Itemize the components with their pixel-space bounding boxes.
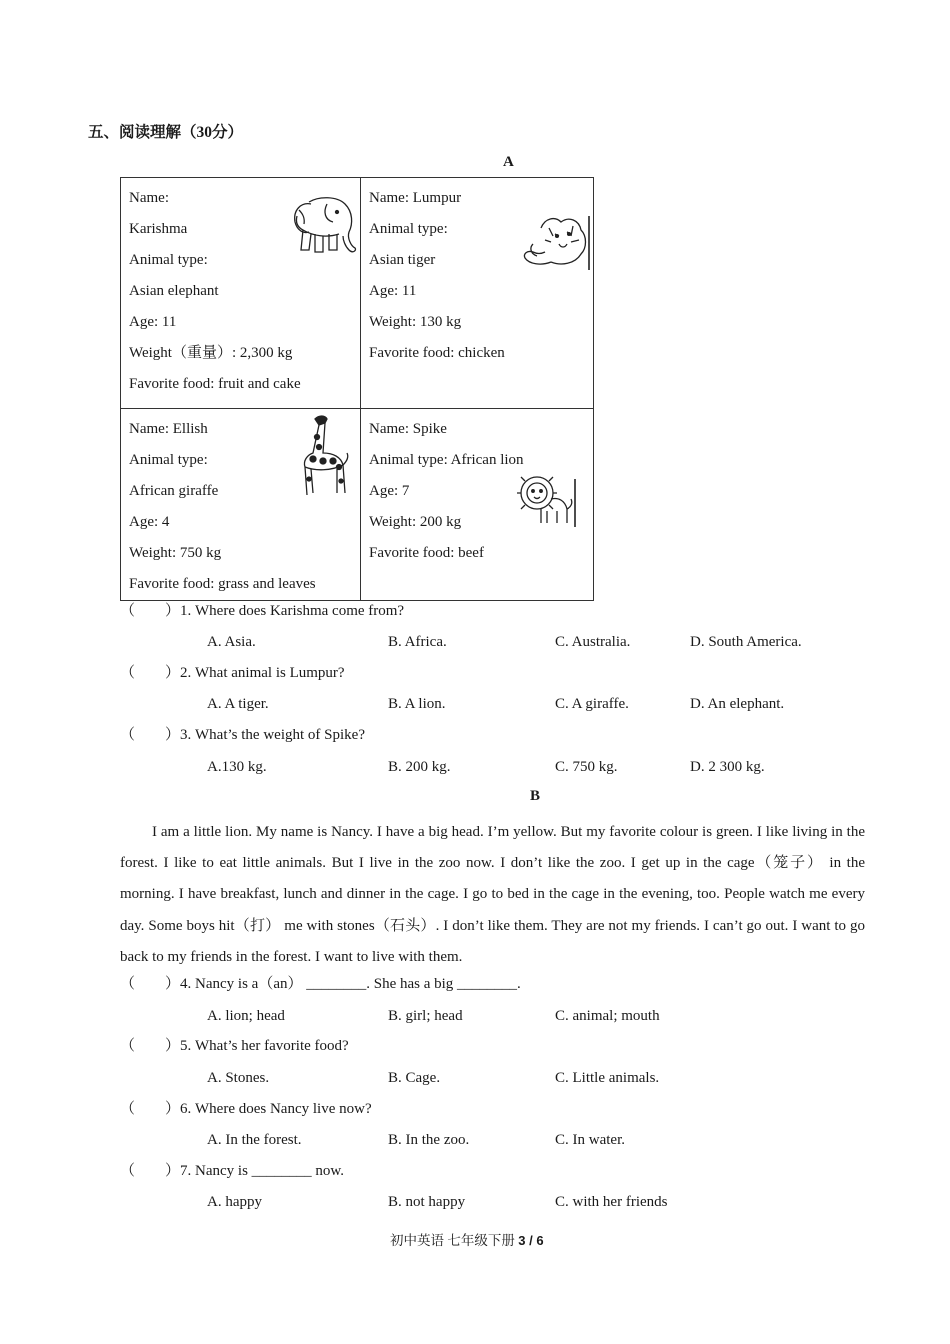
animal-card-karishma: [121, 178, 361, 409]
card-line: Age: 11: [369, 283, 417, 299]
card-line: Asian elephant: [129, 283, 219, 299]
question-5: [120, 1036, 349, 1056]
footer-text: 初中英语 七年级下册: [390, 1233, 519, 1248]
option-3a: A.130 kg.: [207, 759, 267, 775]
option-7b: B. not happy: [388, 1194, 466, 1210]
card-line: Karishma: [129, 221, 188, 237]
answer-bracket[interactable]: （ ）: [120, 976, 181, 992]
card-line: Name: Lumpur: [369, 190, 462, 206]
card-line: Favorite food: fruit and cake: [129, 376, 301, 392]
question-text: 5. What’s her favorite food?: [180, 1038, 349, 1054]
animal-card-spike: [361, 409, 594, 601]
answer-bracket[interactable]: （ ）: [120, 727, 181, 743]
question-text: 4. Nancy is a（an） ________. She has a big ________.: [180, 976, 521, 992]
option-3d: D. 2 300 kg.: [690, 759, 765, 775]
card-line: Weight: 200 kg: [369, 514, 462, 530]
question-7: [120, 1161, 344, 1181]
question-text: 7. Nancy is ________ now.: [180, 1163, 345, 1179]
animal-card-lumpur: [361, 178, 594, 409]
option-5c: C. Little animals.: [555, 1070, 660, 1086]
card-line: Favorite food: beef: [369, 545, 484, 561]
giraffe-icon: [295, 413, 351, 497]
option-6c: C. In water.: [555, 1132, 625, 1148]
option-3c: C. 750 kg.: [555, 759, 618, 775]
question-2: [120, 663, 345, 683]
animal-info-table: [120, 177, 594, 601]
option-3b: B. 200 kg.: [388, 759, 451, 775]
question-4: [120, 974, 521, 994]
option-1c: C. Australia.: [555, 634, 631, 650]
card-line: Favorite food: grass and leaves: [129, 576, 316, 592]
page-number: 3 / 6: [518, 1233, 544, 1248]
card-line: Age: 11: [129, 314, 177, 330]
card-line: Age: 7: [369, 483, 410, 499]
option-2b: B. A lion.: [388, 696, 446, 712]
part-a-label: A: [503, 154, 514, 170]
answer-bracket[interactable]: （ ）: [120, 1101, 181, 1117]
card-line: Asian tiger: [369, 252, 436, 268]
answer-bracket[interactable]: （ ）: [120, 1163, 181, 1179]
answer-bracket[interactable]: （ ）: [120, 1038, 181, 1054]
card-line: Name: Ellish: [129, 421, 208, 437]
option-7c: C. with her friends: [555, 1194, 668, 1210]
elephant-icon: [289, 194, 359, 260]
card-line: Name: Spike: [369, 421, 447, 437]
question-6: [120, 1099, 372, 1119]
option-1b: B. Africa.: [388, 634, 447, 650]
card-line: Name:: [129, 190, 169, 206]
option-1d: D. South America.: [690, 634, 802, 650]
card-line: Animal type:: [129, 452, 208, 468]
option-1a: A. Asia.: [207, 634, 256, 650]
option-4b: B. girl; head: [388, 1008, 463, 1024]
option-6b: B. In the zoo.: [388, 1132, 470, 1148]
question-text: 3. What’s the weight of Spike?: [180, 727, 365, 743]
option-2c: C. A giraffe.: [555, 696, 629, 712]
lion-icon: [517, 471, 577, 531]
option-5b: B. Cage.: [388, 1070, 441, 1086]
passage-b: [120, 817, 865, 973]
card-line: Weight（重量）: 2,300 kg: [129, 345, 293, 361]
card-line: Animal type:: [369, 221, 448, 237]
option-4c: C. animal; mouth: [555, 1008, 660, 1024]
passage-text: I am a little lion. My name is Nancy. I have a big head. I’m yellow. But my favorite colour is green. I like living in the forest. I like to eat little animals. But I live in the zoo now. I don’t like the zoo. I get up in the cage（笼子） in the morning. I have breakfast, lunch and dinner in the cage. I go to bed in the cage in the evening, too. People watch me every day. Some boys hit（打） me with stones（石头）. I don’t like them. They are not my friends. I can’t go out. I want to go back to my friends in the forest. I want to live with them.: [120, 824, 865, 965]
card-line: Weight: 750 kg: [129, 545, 222, 561]
card-line: Animal type:: [129, 252, 208, 268]
card-line: African giraffe: [129, 483, 219, 499]
card-line: Favorite food: chicken: [369, 345, 505, 361]
answer-bracket[interactable]: （ ）: [120, 603, 181, 619]
question-text: 1. Where does Karishma come from?: [180, 603, 405, 619]
option-2a: A. A tiger.: [207, 696, 269, 712]
card-line: Animal type: African lion: [369, 452, 524, 468]
question-text: 6. Where does Nancy live now?: [180, 1101, 372, 1117]
option-2d: D. An elephant.: [690, 696, 785, 712]
question-1: [120, 601, 404, 621]
tiger-icon: [521, 214, 593, 274]
option-7a: A. happy: [207, 1194, 262, 1210]
question-text: 2. What animal is Lumpur?: [180, 665, 345, 681]
part-b-label: B: [530, 788, 541, 804]
page-footer: [390, 1229, 544, 1249]
section-title: 五、阅读理解（30分）: [88, 124, 244, 141]
animal-card-ellish: [121, 409, 361, 601]
answer-bracket[interactable]: （ ）: [120, 665, 181, 681]
option-5a: A. Stones.: [207, 1070, 270, 1086]
option-4a: A. lion; head: [207, 1008, 285, 1024]
card-line: Weight: 130 kg: [369, 314, 462, 330]
question-3: [120, 725, 365, 745]
card-line: Age: 4: [129, 514, 170, 530]
option-6a: A. In the forest.: [207, 1132, 302, 1148]
